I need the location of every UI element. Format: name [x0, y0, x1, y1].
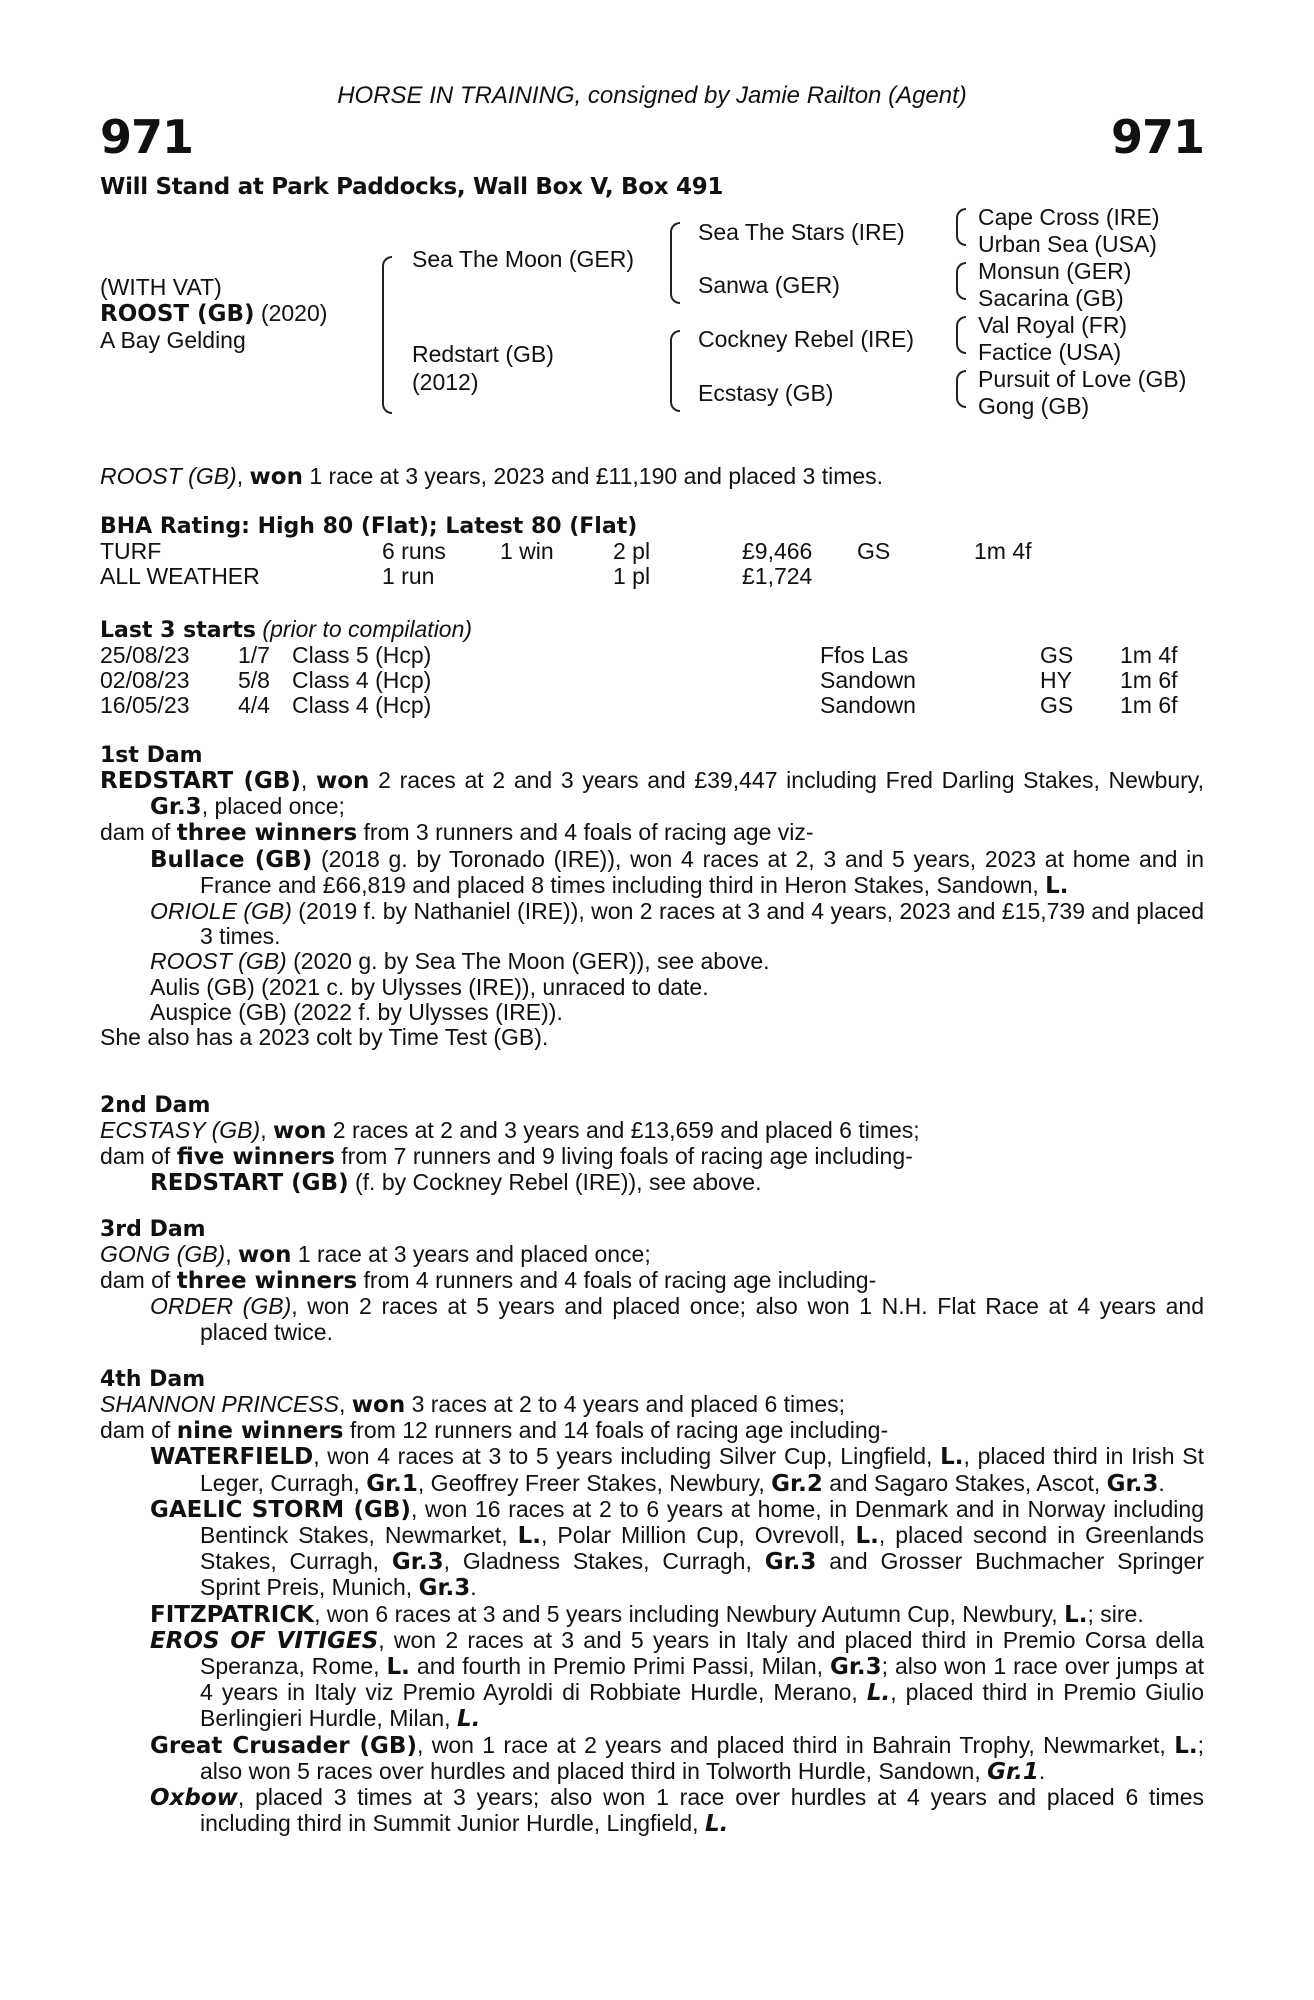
record-text: 2 races at 2 and 3 years and £13,659 and placed 6 times; [326, 1117, 920, 1143]
dam-name: REDSTART (GB) [100, 768, 301, 794]
produce-record: , won 4 races at 3 to 5 years including Silver Cup, Lingfield, [313, 1443, 941, 1470]
group-label: Gr.2 [771, 1470, 823, 1497]
produce-record: , placed third in Premio Giulio Berlingieri Hurdle, Milan, [200, 1679, 1204, 1732]
record-text: 1 race at 3 years and placed once; [291, 1241, 651, 1267]
produce-entry [100, 1497, 1204, 1602]
produce-record: (2019 f. by Nathaniel (IRE)), won 2 races at 3 and 4 years, 2023 and £15,739 and placed 3 times. [200, 898, 1204, 950]
start-going: GS [1040, 642, 1074, 668]
bha-going: GS [857, 538, 891, 564]
produce-entry [100, 1785, 1204, 1837]
text-sep: , [260, 1117, 273, 1143]
text: from 3 runners and 4 foals of racing age viz- [357, 819, 814, 846]
dam-sire: Cockney Rebel (IRE) [698, 326, 915, 352]
second-dam-section [100, 1093, 1204, 1197]
first-dam-record [100, 768, 1204, 820]
text-sep: , [300, 767, 316, 793]
produce-record: , Geoffrey Freer Stakes, Newbury, [417, 1469, 772, 1496]
produce-entry [100, 1170, 1204, 1196]
bha-distance: 1m 4f [974, 538, 1032, 564]
start-position: 5/8 [238, 667, 270, 693]
produce-record: . [1158, 1469, 1165, 1496]
pedigree-brace [956, 262, 966, 300]
pedigree-brace [956, 316, 966, 354]
produce-record: , placed 3 times at 3 years; also won 1 race over hurdles at 4 years and placed 6 times including third in Summit Junior Hurdle, Lingfield, [200, 1784, 1204, 1837]
produce-record: , won 2 races at 3 and 5 years in Italy and placed third in Premio Corsa della Speranza, Rome, [200, 1626, 1205, 1680]
start-position: 1/7 [238, 642, 270, 668]
produce-record: , placed second in Greenlands Stakes, Curragh, [200, 1522, 1205, 1575]
produce-name: FITZPATRICK [150, 1601, 315, 1628]
start-class: Class 4 (Hcp) [292, 692, 432, 718]
produce-entry: Aulis (GB) (2021 c. by Ulysses (IRE)), unraced to date. [150, 973, 709, 1000]
bha-row [100, 564, 1204, 589]
produce-record: ; also won 1 race over jumps at 4 years in Italy viz Premio Ayroldi di Robbiate Hurdle, Merano, [200, 1653, 1204, 1706]
start-row [100, 693, 1204, 718]
bha-surface: ALL WEATHER [100, 563, 260, 589]
bha-runs: 1 run [382, 563, 435, 589]
produce-record: ; also won 5 races over hurdles and placed third in Tolworth Hurdle, Sandown, [200, 1731, 1204, 1784]
won-label: won [315, 768, 370, 794]
listed-label: L. [940, 1444, 964, 1471]
start-class: Class 4 (Hcp) [292, 667, 432, 693]
grandsire-2: Monsun (GER) [978, 258, 1132, 284]
summary-horse-name: ROOST (GB) [100, 463, 237, 489]
record-text: , placed once; [201, 793, 345, 820]
produce-entry [100, 1628, 1204, 1733]
first-dam-section [100, 743, 1204, 1050]
text: from 12 runners and 14 foals of racing age including- [343, 1417, 889, 1444]
text: dam of [100, 819, 177, 846]
produce-name: EROS OF VITIGES [150, 1627, 379, 1654]
group-label: Gr.3 [418, 1575, 471, 1602]
winners-count: three winners [176, 820, 358, 847]
summary-record: 1 race at 3 years, 2023 and £11,190 and placed 3 times. [302, 463, 884, 489]
produce-entry [100, 847, 1204, 899]
produce-record: (f. by Cockney Rebel (IRE)), see above. [348, 1169, 762, 1196]
start-distance: 1m 4f [1120, 642, 1178, 668]
start-going: HY [1040, 667, 1072, 693]
dam-name: ECSTASY (GB) [100, 1117, 261, 1143]
winners-count: three winners [176, 1268, 358, 1295]
bha-prize: £1,724 [742, 563, 813, 589]
first-dam-foal-note: She also has a 2023 colt by Time Test (GB). [100, 1024, 549, 1051]
produce-record: and Grosser Buchmacher Springer Sprint Preis, Munich, [200, 1548, 1205, 1601]
listed-label: L. [1174, 1732, 1198, 1759]
dam-name: GONG (GB) [100, 1241, 226, 1267]
produce-name: ROOST (GB) [150, 948, 287, 975]
text: dam of [100, 1417, 177, 1444]
group-label: Gr.3 [391, 1549, 444, 1576]
produce-name: GAELIC STORM (GB) [150, 1496, 411, 1523]
pedigree-brace [956, 370, 966, 408]
start-distance: 1m 6f [1120, 692, 1178, 718]
fourth-dam-produce-summary [100, 1418, 1204, 1444]
grandsire-4: Pursuit of Love (GB) [978, 366, 1187, 392]
produce-entry [100, 949, 1204, 974]
first-dam-produce-summary [100, 820, 1204, 846]
winners-count: five winners [176, 1144, 335, 1171]
horse-name-line [100, 300, 327, 327]
horse-description: A Bay Gelding [100, 327, 246, 353]
text: from 7 runners and 9 living foals of racing age including- [334, 1143, 913, 1170]
bha-runs: 6 runs [382, 538, 446, 564]
listed-label: L. [1064, 1601, 1088, 1628]
start-row [100, 643, 1204, 668]
text: dam of [100, 1143, 177, 1170]
bha-row [100, 539, 1204, 564]
last-starts-title: Last 3 starts [100, 618, 257, 643]
bha-rating-section [100, 514, 1204, 589]
start-course: Sandown [820, 692, 916, 718]
text: dam of [100, 1267, 177, 1294]
third-dam-title: 3rd Dam [100, 1217, 206, 1242]
stand-location: Will Stand at Park Paddocks, Wall Box V, Box 491 [100, 174, 724, 200]
sire-dam: Sanwa (GER) [698, 272, 840, 298]
fourth-dam-title: 4th Dam [100, 1367, 206, 1392]
won-label: won [272, 1118, 327, 1144]
produce-name: ORIOLE (GB) [150, 898, 292, 925]
dam-name: SHANNON PRINCESS [100, 1391, 339, 1417]
produce-record: , won 16 races at 2 to 6 years at home, in Denmark and in Norway including Bentinck Stakes, Newmarket, [200, 1495, 1204, 1549]
produce-record: , placed third in Irish St Leger, Curragh, [200, 1443, 1205, 1496]
start-going: GS [1040, 692, 1074, 718]
vat-note: (WITH VAT) [100, 274, 222, 300]
text: from 4 runners and 4 foals of racing age including- [357, 1267, 877, 1294]
record-text: 2 races at 2 and 3 years and £39,447 including Fred Darling Stakes, Newbury, [369, 767, 1204, 793]
start-class: Class 5 (Hcp) [292, 642, 432, 668]
listed-label: L. [456, 1706, 481, 1733]
produce-record: . [470, 1574, 477, 1601]
second-dam-title: 2nd Dam [100, 1093, 211, 1118]
last-starts-section [100, 617, 1204, 718]
won-label: won [238, 1242, 292, 1268]
listed-label: L. [855, 1523, 879, 1550]
dam: Redstart (GB) [412, 341, 554, 367]
record-text: 3 races at 2 to 4 years and placed 6 times; [405, 1391, 845, 1417]
produce-record: , won 6 races at 3 and 5 years including Newbury Autumn Cup, Newbury, [314, 1600, 1065, 1627]
bha-prize: £9,466 [742, 538, 813, 564]
produce-record: , Gladness Stakes, Curragh, [443, 1548, 765, 1575]
start-course: Sandown [820, 667, 916, 693]
summary-won: won [249, 464, 303, 490]
produce-record: and fourth in Premio Primi Passi, Milan, [409, 1653, 830, 1680]
grandsire-3: Val Royal (FR) [978, 312, 1128, 338]
produce-record: , won 2 races at 5 years and placed once; also won 1 N.H. Flat Race at 4 years and placed twice. [200, 1293, 1204, 1345]
granddam-3: Factice (USA) [978, 339, 1122, 365]
listed-label: L. [517, 1523, 541, 1550]
bha-wins: 1 win [500, 538, 554, 564]
text-sep: , [338, 1391, 352, 1417]
produce-name: REDSTART (GB) [150, 1170, 349, 1197]
fourth-dam-section [100, 1367, 1204, 1837]
start-date: 16/05/23 [100, 692, 190, 718]
produce-name: WATERFIELD [150, 1444, 314, 1471]
dam-year: (2012) [412, 369, 479, 395]
grandsire-1: Cape Cross (IRE) [978, 204, 1160, 230]
fourth-dam-record [100, 1392, 1204, 1418]
won-label: won [351, 1392, 406, 1418]
produce-record: (2018 g. by Toronado (IRE)), won 4 races at 2, 3 and 5 years, 2023 at home and in France and £66,819 and placed 8 times including third in Heron Stakes, Sandown, [200, 845, 1204, 898]
granddam-4: Gong (GB) [978, 393, 1090, 419]
dam-dam: Ecstasy (GB) [698, 380, 834, 406]
listed-label: L. [386, 1654, 410, 1681]
last-starts-heading [100, 617, 1204, 643]
bha-surface: TURF [100, 538, 162, 564]
first-dam-title: 1st Dam [100, 743, 203, 768]
third-dam-produce-summary [100, 1268, 1204, 1294]
granddam-1: Urban Sea (USA) [978, 231, 1157, 257]
third-dam-section [100, 1217, 1204, 1345]
produce-record: ; sire. [1087, 1600, 1144, 1627]
last-starts-note: (prior to compilation) [256, 616, 473, 642]
produce-entry [100, 1444, 1204, 1496]
group-label: Gr.3 [764, 1549, 817, 1576]
group-label: Gr.1 [987, 1758, 1039, 1785]
group-label: Gr.3 [829, 1654, 882, 1681]
produce-name: ORDER (GB) [150, 1293, 292, 1320]
produce-entry: Auspice (GB) (2022 f. by Ulysses (IRE)). [150, 998, 563, 1025]
lot-number-right: 971 [1110, 110, 1204, 164]
bha-placed: 2 pl [613, 538, 651, 564]
produce-record: and Sagaro Stakes, Ascot, [822, 1469, 1107, 1496]
bha-rating-title: BHA Rating: High 80 (Flat); Latest 80 (Flat) [100, 514, 638, 539]
start-position: 4/4 [238, 692, 270, 718]
text-sep: , [225, 1241, 239, 1267]
start-row [100, 668, 1204, 693]
produce-name: Bullace (GB) [150, 846, 313, 873]
produce-entry [100, 1294, 1204, 1344]
produce-record: . [1038, 1757, 1046, 1784]
group-label: Gr.1 [366, 1470, 418, 1497]
listed-label: L. [704, 1811, 729, 1838]
third-dam-record [100, 1242, 1204, 1268]
second-dam-record [100, 1118, 1204, 1144]
produce-name: Oxbow [150, 1785, 238, 1812]
start-distance: 1m 6f [1120, 667, 1178, 693]
start-course: Ffos Las [820, 642, 909, 668]
group-label: Gr.3 [150, 794, 202, 821]
horse-year: (2020) [254, 300, 328, 326]
pedigree-brace [956, 208, 966, 246]
sire-sire: Sea The Stars (IRE) [698, 219, 905, 245]
start-date: 02/08/23 [100, 667, 190, 693]
produce-entry [100, 1602, 1204, 1628]
second-dam-produce-summary [100, 1144, 1204, 1170]
lot-number-left: 971 [100, 110, 194, 164]
pedigree-brace [382, 256, 392, 414]
produce-record: , won 1 race at 2 years and placed third in Bahrain Trophy, Newmarket, [416, 1731, 1175, 1758]
winners-count: nine winners [176, 1418, 344, 1445]
granddam-2: Sacarina (GB) [978, 285, 1124, 311]
bha-placed: 1 pl [613, 563, 651, 589]
start-date: 25/08/23 [100, 642, 190, 668]
summary-sep: , [236, 463, 250, 489]
listed-label: L. [1045, 872, 1069, 899]
produce-name: Great Crusader (GB) [150, 1732, 417, 1759]
listed-label: L. [866, 1680, 891, 1707]
consignor-line: HORSE IN TRAINING, consigned by Jamie Railton (Agent) [337, 82, 967, 109]
produce-record: (2020 g. by Sea The Moon (GER)), see above. [286, 948, 770, 975]
pedigree-brace [670, 222, 680, 304]
produce-entry [100, 1733, 1204, 1785]
race-summary [100, 464, 1204, 490]
sire: Sea The Moon (GER) [412, 246, 635, 272]
produce-entry [100, 899, 1204, 949]
produce-record: , Polar Million Cup, Ovrevoll, [540, 1522, 856, 1549]
group-label: Gr.3 [1106, 1470, 1159, 1497]
horse-name: ROOST (GB) [100, 301, 255, 327]
pedigree-brace [670, 330, 680, 412]
